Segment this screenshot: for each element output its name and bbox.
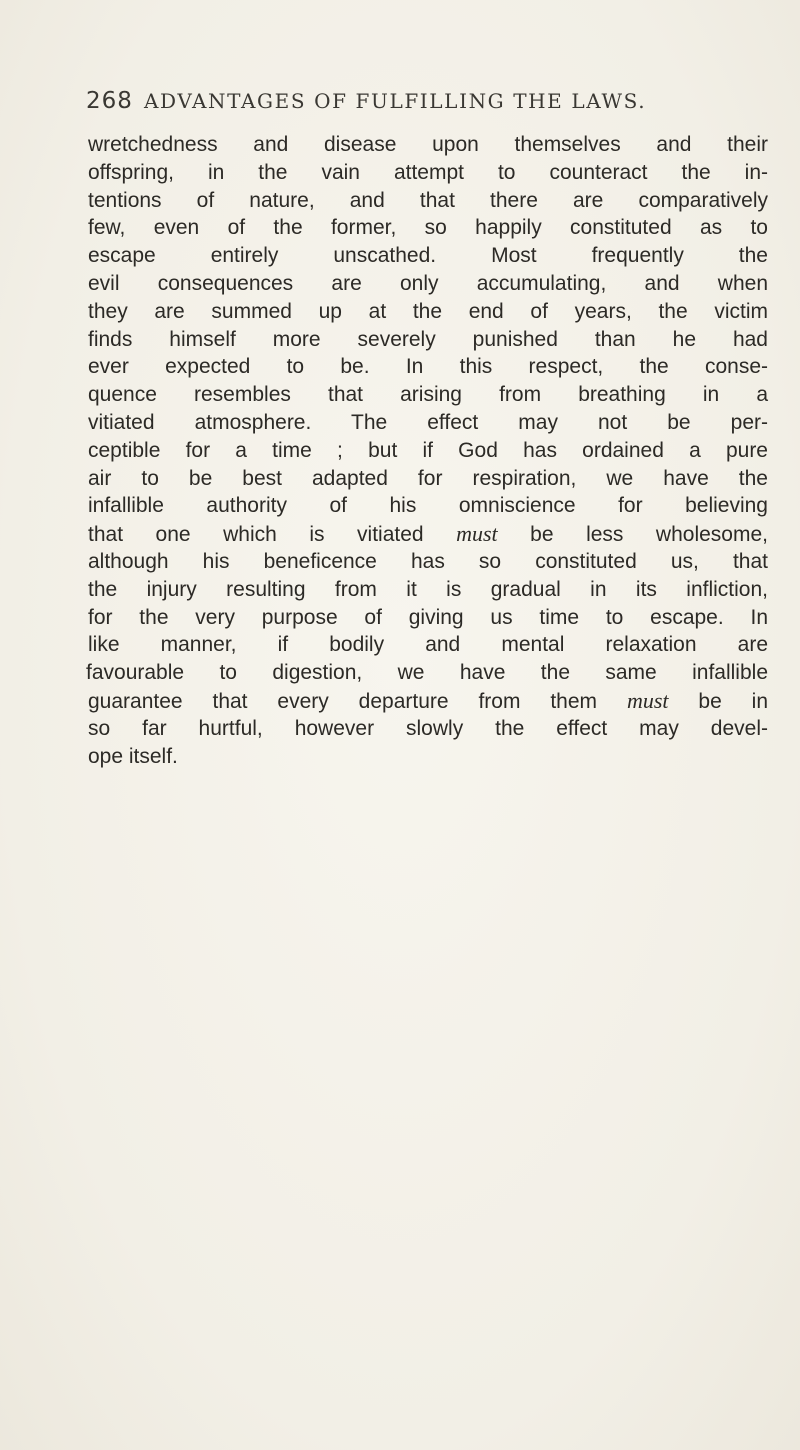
text-line: vitiated atmosphere. The effect may not be per-: [88, 410, 768, 434]
body-paragraph: [88, 131, 768, 770]
text-line: infallible authority of his omniscience for believing: [88, 494, 768, 518]
page-number: 268: [86, 88, 133, 114]
text-line: wretchedness and disease upon themselves and their: [88, 133, 768, 156]
text-line: air to be best adapted for respiration, we have the: [88, 466, 768, 490]
text-line: escape entirely unscathed. Most frequently the: [88, 244, 768, 268]
italic-emphasis: must: [456, 521, 498, 547]
text-line: although his beneficence has so constituted us, that: [88, 549, 768, 573]
page-header: [86, 88, 766, 122]
text-line: like manner, if bodily and mental relaxation are: [88, 633, 768, 657]
text-line: offspring, in the vain attempt to counteract the in-: [88, 160, 768, 184]
text-line: guarantee that every departure from them must be in: [88, 687, 768, 713]
text-line: ope itself.: [88, 744, 178, 768]
text-line: for the very purpose of giving us time to escape. In: [88, 605, 768, 629]
text-line: they are summed up at the end of years, the victim: [88, 299, 768, 323]
text-line: tentions of nature, and that there are comparatively: [88, 188, 768, 212]
text-line: quence resembles that arising from breathing in a: [88, 383, 768, 407]
text-line: favourable to digestion, we have the same infallible: [86, 661, 768, 685]
text-line: ceptible for a time ; but if God has ordained a pure: [88, 438, 768, 462]
text-line: evil consequences are only accumulating, and when: [88, 271, 768, 295]
italic-emphasis: must: [626, 687, 669, 713]
text-line: few, even of the former, so happily constituted as to: [88, 216, 768, 240]
text-line: that one which is vitiated must be less wholesome,: [88, 521, 768, 547]
text-line: ever expected to be. In this respect, the conse-: [88, 355, 768, 379]
running-title: ADVANTAGES OF FULFILLING THE LAWS.: [144, 89, 647, 113]
text-line: finds himself more severely punished than he had: [88, 327, 768, 351]
text-line: the injury resulting from it is gradual in its infliction,: [88, 577, 768, 601]
text-line: so far hurtful, however slowly the effect may devel-: [88, 716, 768, 740]
